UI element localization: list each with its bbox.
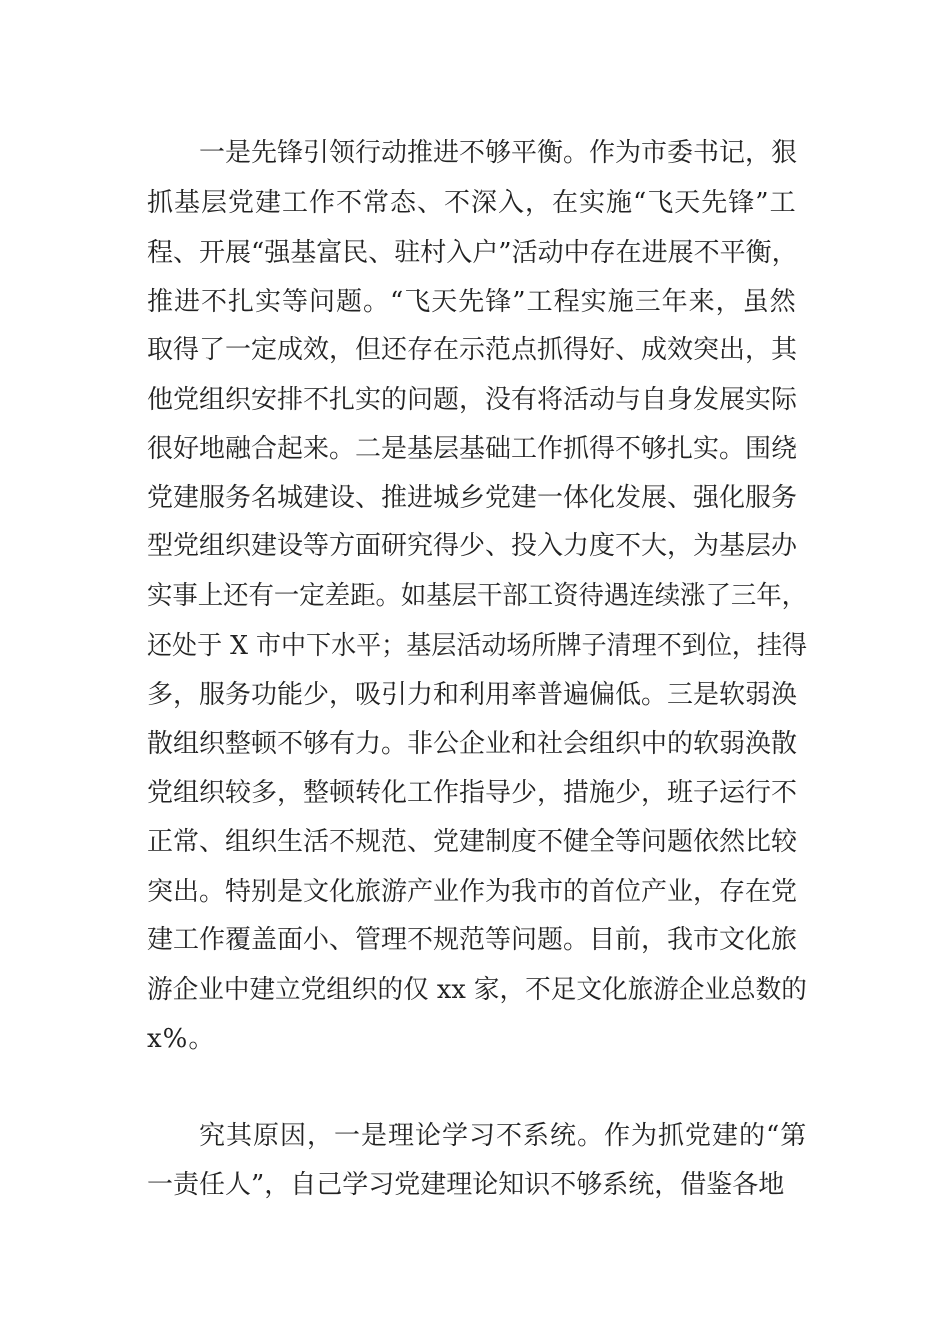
- paragraph-1-line-11: 还处于 X 市中下水平；基层活动场所牌子清理不到位，挂得: [147, 631, 808, 661]
- paragraph-1-line-9: 型党组织建设等方面研究得少、投入力度不大，为基层办: [147, 531, 798, 561]
- paragraph-1-line-19: x%。: [147, 1024, 216, 1054]
- paragraph-1-line-16: 突出。特别是文化旅游产业作为我市的首位产业，存在党: [147, 877, 798, 907]
- paragraph-1-line-2: 抓基层党建工作不常态、不深入，在实施“飞天先锋”工: [147, 188, 797, 218]
- paragraph-1-line-8: 党建服务名城建设、推进城乡党建一体化发展、强化服务: [147, 483, 798, 513]
- paragraph-1-line-13: 散组织整顿不够有力。非公企业和社会组织中的软弱涣散: [147, 729, 798, 759]
- paragraph-1-line-6: 他党组织安排不扎实的问题，没有将活动与自身发展实际: [147, 385, 798, 415]
- paragraph-2-line-2: 一责任人”，自己学习党建理论知识不够系统，借鉴各地: [147, 1170, 785, 1200]
- paragraph-1-line-17: 建工作覆盖面小、管理不规范等问题。目前，我市文化旅: [147, 925, 798, 955]
- paragraph-1-line-15: 正常、组织生活不规范、党建制度不健全等问题依然比较: [147, 827, 798, 857]
- paragraph-1-line-7: 很好地融合起来。二是基层基础工作抓得不够扎实。围绕: [147, 434, 798, 464]
- paragraph-2-line-1: 究其原因，一是理论学习不系统。作为抓党建的“第: [199, 1121, 808, 1151]
- paragraph-1-line-18: 游企业中建立党组织的仅 xx 家，不足文化旅游企业总数的: [147, 975, 807, 1005]
- paragraph-1-line-5: 取得了一定成效，但还存在示范点抓得好、成效突出，其: [147, 335, 798, 365]
- paragraph-1-line-14: 党组织较多，整顿转化工作指导少，措施少，班子运行不: [147, 778, 798, 808]
- paragraph-1-line-10: 实事上还有一定差距。如基层干部工资待遇连续涨了三年，: [147, 581, 808, 611]
- paragraph-1-line-4: 推进不扎实等问题。“飞天先锋”工程实施三年来，虽然: [147, 287, 797, 317]
- paragraph-1-line-12: 多，服务功能少，吸引力和利用率普遍偏低。三是软弱涣: [147, 680, 798, 710]
- paragraph-1-line-3: 程、开展“强基富民、驻村入户”活动中存在进展不平衡，: [147, 238, 798, 268]
- paragraph-1-line-1: 一是先锋引领行动推进不够平衡。作为市委书记，狠: [199, 138, 798, 168]
